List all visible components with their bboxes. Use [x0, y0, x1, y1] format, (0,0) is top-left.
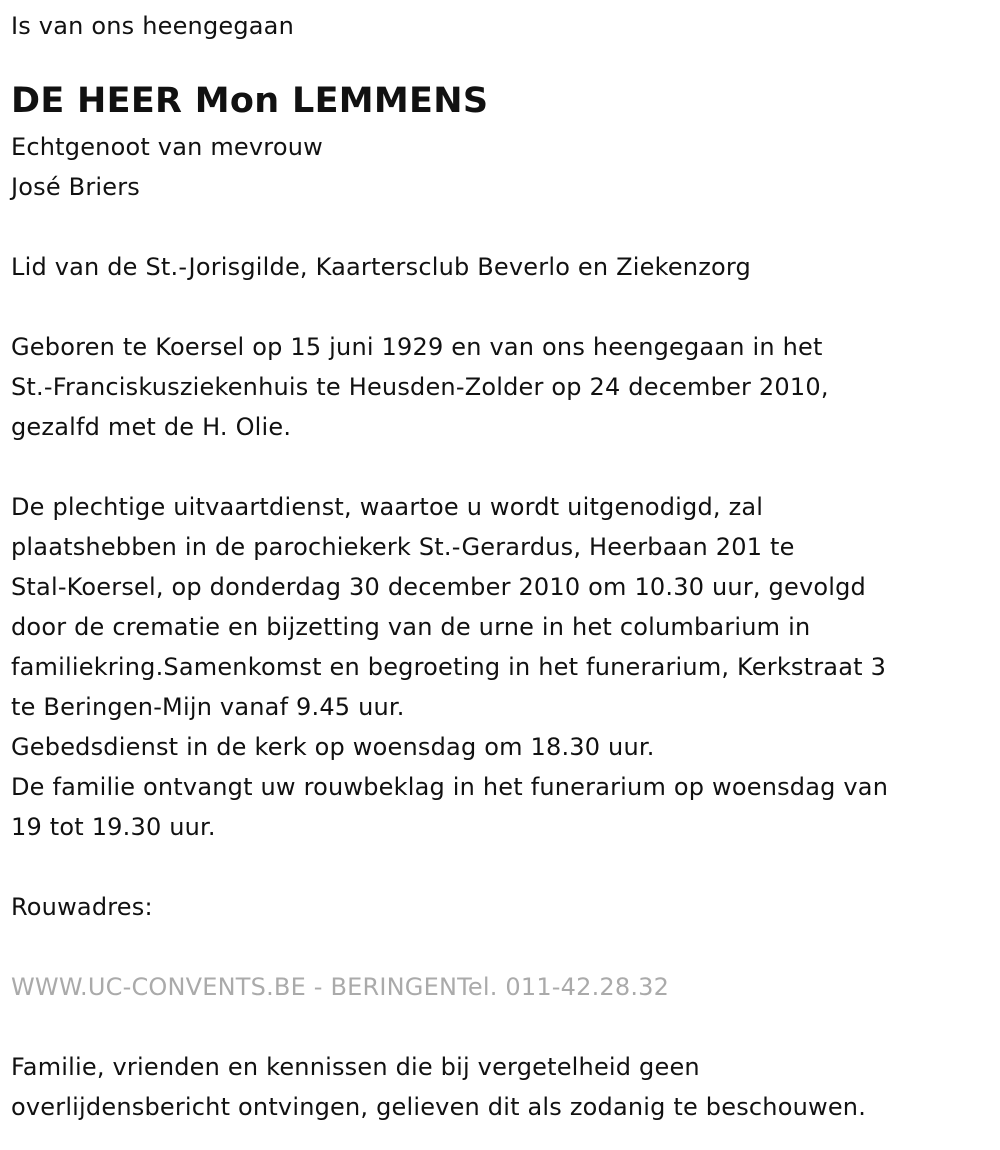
birth-death-line: gezalfd met de H. Olie. [11, 413, 292, 441]
membership-text: Lid van de St.-Jorisgilde, Kaartersclub Beverlo en Ziekenzorg [11, 253, 751, 281]
spouse-block [11, 127, 1000, 207]
intro-text: Is van ons heengegaan [11, 12, 295, 40]
funeral-home-contact: WWW.UC-CONVENTS.BE - BERINGENTel. 011-42.28.32 [11, 973, 670, 1001]
prayer-service-line: Gebedsdienst in de kerk op woensdag om 18.30 uur. [11, 733, 655, 761]
spacer [11, 847, 1000, 887]
birth-death-line: Geboren te Koersel op 15 juni 1929 en van ons heengegaan in het [11, 333, 823, 361]
deceased-name: DE HEER Mon LEMMENS [11, 81, 489, 121]
spacer [11, 1007, 1000, 1047]
ceremony-line: familiekring.Samenkomst en begroeting in het funerarium, Kerkstraat 3 [11, 653, 887, 681]
ceremony-line: De plechtige uitvaartdienst, waartoe u wordt uitgenodigd, zal [11, 493, 764, 521]
birth-death-line: St.-Franciskusziekenhuis te Heusden-Zolder op 24 december 2010, [11, 373, 829, 401]
spacer [11, 447, 1000, 487]
address-label: Rouwadres: [11, 893, 153, 921]
ceremony-block [11, 487, 1000, 847]
spacer [11, 207, 1000, 247]
spacer [11, 287, 1000, 327]
ceremony-line: te Beringen-Mijn vanaf 9.45 uur. [11, 693, 405, 721]
spouse-line: Echtgenoot van mevrouw [11, 133, 323, 161]
closing-block [11, 1047, 1000, 1127]
closing-line: Familie, vrienden en kennissen die bij vergetelheid geen [11, 1053, 700, 1081]
condolence-line: De familie ontvangt uw rouwbeklag in het funerarium op woensdag van [11, 773, 889, 801]
spacer [11, 927, 1000, 967]
ceremony-line: plaatshebben in de parochiekerk St.-Gerardus, Heerbaan 201 te [11, 533, 795, 561]
ceremony-line: door de crematie en bijzetting van de urne in het columbarium in [11, 613, 811, 641]
spouse-name: José Briers [11, 173, 140, 201]
ceremony-line: Stal-Koersel, op donderdag 30 december 2010 om 10.30 uur, gevolgd [11, 573, 866, 601]
birth-death-block [11, 327, 1000, 447]
closing-line: overlijdensbericht ontvingen, gelieven dit als zodanig te beschouwen. [11, 1093, 867, 1121]
condolence-line: 19 tot 19.30 uur. [11, 813, 216, 841]
